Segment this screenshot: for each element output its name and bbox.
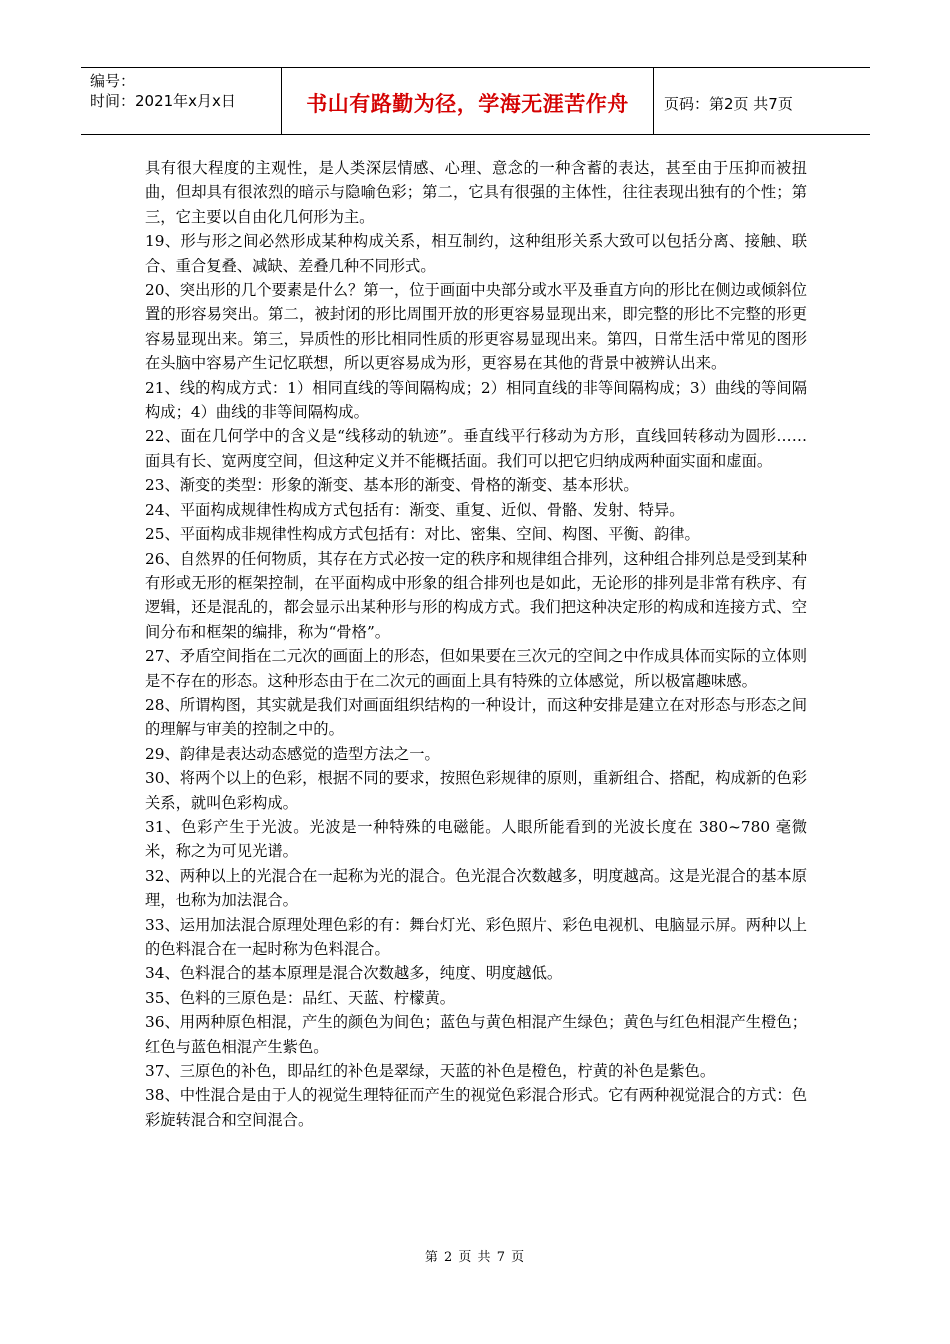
document-number-label: 编号： bbox=[90, 72, 136, 90]
page-footer bbox=[0, 1246, 950, 1265]
paragraph: 20、突出形的几个要素是什么？第一，位于画面中央部分或水平及垂直方向的形比在侧边或倾斜位置的形容易突出。第二，被封闭的形比周围开放的形更容易显现出来，即完整的形比不完整的形更容易显现出来。第三，异质性的形比相同性质的形更容易显现出来。第四，日常生活中常见的图形在头脑中容易产生记忆联想，所以更容易成为形，更容易在其他的背景中被辨认出来。 bbox=[145, 281, 807, 373]
paragraph: 具有很大程度的主观性，是人类深层情感、心理、意念的一种含蓄的表达，甚至由于压抑而被扭曲，但却具有很浓烈的暗示与隐喻色彩；第二，它具有很强的主体性，往往表现出独有的个性；第三，它主要以自由化几何形为主。 bbox=[145, 159, 807, 226]
paragraph: 37、三原色的补色，即品红的补色是翠绿，天蓝的补色是橙色，柠黄的补色是紫色。 bbox=[145, 1062, 716, 1081]
paragraph: 21、线的构成方式：1）相同直线的等间隔构成；2）相同直线的非等间隔构成；3）曲线的等间隔构成；4）曲线的非等间隔构成。 bbox=[145, 378, 807, 422]
header-page-number: 页码：第2页 共7页 bbox=[664, 94, 793, 113]
document-body bbox=[145, 156, 807, 1132]
paragraph: 24、平面构成规律性构成方式包括有：渐变、重复、近似、骨骼、发射、特异。 bbox=[145, 500, 685, 519]
paragraph: 38、中性混合是由于人的视觉生理特征而产生的视觉色彩混合形式。它有两种视觉混合的方式：色彩旋转混合和空间混合。 bbox=[145, 1086, 807, 1129]
paragraph: 27、矛盾空间指在二元次的画面上的形态，但如果要在三次元的空间之中作成具体而实际的立体则是不存在的形态。这种形态由于在二次元的画面上具有特殊的立体感觉，所以极富趣味感。 bbox=[145, 647, 807, 690]
motto-text: 书山有路勤为径，学海无涯苦作舟 bbox=[306, 92, 629, 116]
paragraph: 34、色料混合的基本原理是混合次数越多，纯度、明度越低。 bbox=[145, 964, 563, 983]
page-header bbox=[81, 67, 870, 135]
paragraph: 33、运用加法混合原理处理色彩的有：舞台灯光、彩色照片、彩色电视机、电脑显示屏。两种以上的色料混合在一起时称为色料混合。 bbox=[145, 915, 807, 958]
footer-page-number: 第 2 页 共 7 页 bbox=[424, 1250, 526, 1265]
paragraph: 22、面在几何学中的含义是“线移动的轨迹”。垂直线平行移动为方形，直线回转移动为圆形……面具有长、宽两度空间，但这种定义并不能概括面。我们可以把它归纳成两种面实面和虚面。 bbox=[145, 427, 807, 470]
paragraph: 25、平面构成非规律性构成方式包括有：对比、密集、空间、构图、平衡、韵律。 bbox=[145, 525, 700, 544]
header-meta-cell bbox=[81, 68, 282, 134]
header-motto-cell bbox=[282, 68, 654, 134]
paragraph: 23、渐变的类型：形象的渐变、基本形的渐变、骨格的渐变、基本形状。 bbox=[145, 476, 639, 495]
header-page-cell bbox=[654, 68, 870, 134]
paragraph: 29、韵律是表达动态感觉的造型方法之一。 bbox=[145, 744, 440, 763]
paragraph: 31、色彩产生于光波。光波是一种特殊的电磁能。人眼所能看到的光波长度在 380~780 毫微米，称之为可见光谱。 bbox=[145, 817, 807, 861]
paragraph: 28、所谓构图，其实就是我们对画面组织结构的一种设计，而这种安排是建立在对形态与形态之间的理解与审美的控制之中的。 bbox=[145, 695, 807, 739]
paragraph: 19、形与形之间必然形成某种构成关系，相互制约，这种组形关系大致可以包括分离、接触、联合、重合复叠、减缺、差叠几种不同形式。 bbox=[145, 232, 807, 275]
paragraph: 36、用两种原色相混，产生的颜色为间色；蓝色与黄色相混产生绿色；黄色与红色相混产生橙色；红色与蓝色相混产生紫色。 bbox=[145, 1013, 807, 1056]
paragraph: 30、将两个以上的色彩，根据不同的要求，按照色彩规律的原则，重新组合、搭配，构成新的色彩关系，就叫色彩构成。 bbox=[145, 769, 807, 812]
document-date: 时间：2021年x月x日 bbox=[90, 92, 236, 110]
paragraph: 26、自然界的任何物质，其存在方式必按一定的秩序和规律组合排列，这种组合排列总是受到某种有形或无形的框架控制，在平面构成中形象的组合排列也是如此，无论形的排列是非常有秩序、有逻辑，还是混乱的，都会显示出某种形与形的构成方式。我们把这种决定形的构成和连接方式、空间分布和框架的编排，称为“骨格”。 bbox=[145, 549, 807, 641]
paragraph: 35、色料的三原色是：品红、天蓝、柠檬黄。 bbox=[145, 988, 456, 1007]
paragraph: 32、两种以上的光混合在一起称为光的混合。色光混合次数越多，明度越高。这是光混合的基本原理，也称为加法混合。 bbox=[145, 866, 807, 910]
